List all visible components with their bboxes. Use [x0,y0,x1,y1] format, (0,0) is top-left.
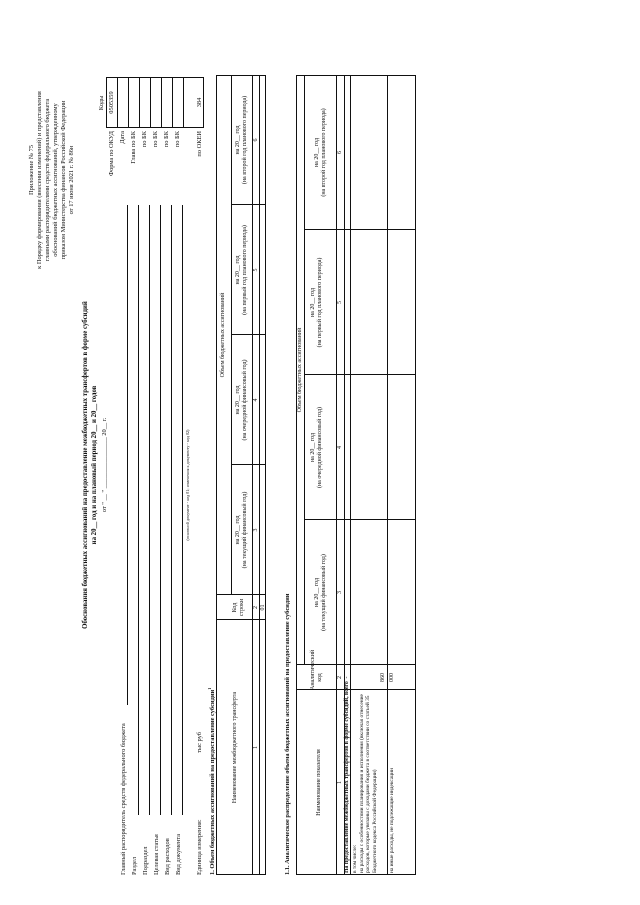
section11-num-3: 3 [337,591,343,594]
section1-num-2: 2 [253,606,259,609]
section1-num-5: 5 [253,268,259,272]
section11-col5-year: на 20__ год [310,287,316,318]
code-label-bk-1: по БК [141,131,148,148]
code-label-okei: по ОКЕИ [196,131,203,157]
rotated-form [20,45,600,885]
appendix-line3: обоснований бюджетных ассигнований, утвержденному [52,103,59,257]
section1-value-cells [259,75,266,595]
section1-num-1: 1 [253,746,259,749]
field-podrazdel: Подраздел [142,846,149,875]
section1-num-3: 3 [253,528,259,532]
section11-title: 1.1. Аналитическое распределение объема бюджетных ассигнований на предоставление субсидии [284,593,291,875]
section11-col4-period: (на очередной финансовый год) [317,406,323,489]
code-label-glava: Глава по БК [130,131,137,164]
section11-num-6: 6 [337,151,343,154]
field-vid-dokumenta: Вид документа [175,833,182,875]
code-value-okud: 0505359 [108,91,115,114]
section11-row-other-code: 000 [389,673,395,682]
section1-col3-period: (на текущий финансовый год) [242,491,248,569]
field-razdel: Раздел [131,856,138,875]
doc-type-hint: (основной документ - код 01; изменения к документу - код 02) [185,429,190,541]
section1-col4-period: (на очередной финансовый год) [242,359,248,441]
code-label-date: Дата [119,131,126,144]
section11-row-total: На предоставление межбюджетных трансфертов в форме субсидий, всего [344,681,350,873]
form-title: Обоснования бюджетных ассигнований на предоставление межбюджетных трансфертов в форме субсидий [82,301,89,629]
section11-col5-period: (на первый год планового периода) [317,257,323,348]
section11-col6-year: на 20__ год [314,137,320,168]
section11-num-2: 2 [337,676,343,679]
section1-col5-period: (на первый год планового периода) [242,225,248,315]
field-vid-raskhodov: Вид расходов [164,838,171,875]
section1-num-6: 6 [253,138,259,142]
codes-header: Коды [98,95,105,111]
section1-col6-year: на 20__ год [235,125,241,155]
section11-col-name: Наименование показателя [316,749,322,816]
units-value: тыс руб [196,732,203,753]
section11-num-1: 1 [337,781,343,784]
code-label-bk-2: по БК [152,131,159,148]
section11-col6-period: (на второй год планового периода) [321,108,327,197]
section11-col4-year: на 20__ год [310,432,316,463]
code-label-bk-3: по БК [163,131,170,148]
section11-num-4: 4 [337,446,343,449]
appendix-number: Приложение № 75 [28,145,35,195]
form-subtitle: на 20__ год и на плановый период 20__ и 20__ годов [91,385,98,545]
section11-col3-period: (на текущий финансовый год) [321,554,327,631]
field-glavny-rasporyaditel: Главный распорядитель средств федерального бюджета [120,723,127,875]
section1-title: 1. Объем бюджетных ассигнований на предоставление субсидии$^1$ [207,687,217,875]
section11-group: Объем бюджетных ассигнований [297,327,303,413]
section1-col-name: Наименование межбюджетного трансферта [232,691,238,804]
section11-row-special-code: 860 [380,673,386,682]
section1-col6-period: (на второй год планового периода) [242,95,248,185]
codes-box [106,77,204,128]
appendix-line1: к Порядку формирования (внесения изменений) и представления [36,91,43,269]
section1-group: Объем бюджетных ассигнований [220,292,226,378]
field-tselevaya-statya: Целевая статья [153,834,160,875]
section1-num-4: 4 [253,398,259,402]
code-label-okud: Форма по ОКУД [108,131,115,176]
section11-row-total-code: - [344,676,350,679]
code-value-okei: 384 [196,97,203,108]
section11-row-including: в том числе: [352,844,358,873]
section11-col3-year: на 20__ год [314,577,320,608]
units-label: Единица измерения: [196,819,203,875]
section1-col3-year: на 20__ год [235,515,241,545]
section11-row-other: на иные расходы, не подлежащие индексации [389,768,395,873]
appendix-line5: от 17 июня 2021 г. № 86н [68,145,75,215]
section11-value-cells [344,75,416,665]
section1-col4-year: на 20__ год [235,385,241,415]
appendix-line4: приказом Министерства финансов Российской Федерации [60,100,67,260]
section11-num-5: 5 [337,301,343,304]
section11-row-special: на расходы с особенностями планирования и исполнения (включая отнесение расходов, которые увязаны с доходами бюджета в соответствии со статьей 35 Бюджетного кодекса Российской Федерации) [359,694,378,873]
appendix-line2: главными распорядителями средств федерального бюджета [44,98,51,262]
section1-col5-year: на 20__ год [235,255,241,285]
code-label-bk-4: по БК [174,131,181,148]
form-date-line: от " __ " ________________ 20__ г. [101,417,108,513]
section1-col-code: Код строки [232,598,245,617]
section1-row-code: 01 [260,604,266,611]
section11-col-code: Аналитический код [310,649,323,690]
